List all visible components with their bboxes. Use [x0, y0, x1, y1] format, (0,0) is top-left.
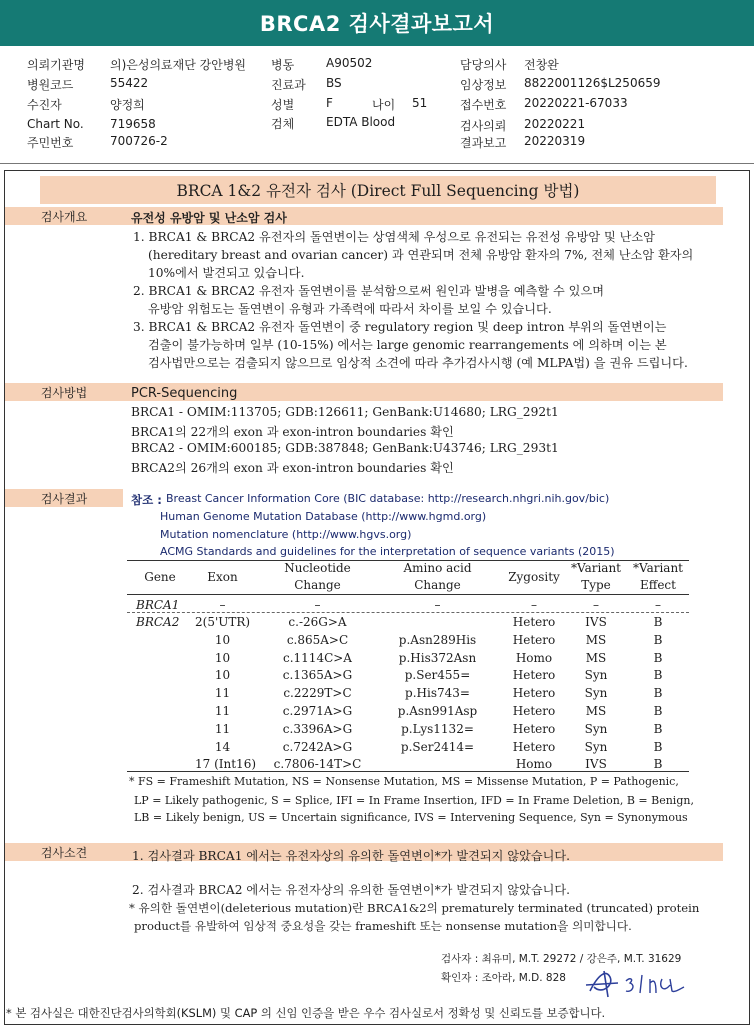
ref-hgmd: Human Genome Mutation Database (http://www.hgmd.org)	[160, 510, 487, 523]
col-variant-effect-1: *Variant	[633, 561, 683, 575]
label-physician: 담당의사	[460, 58, 507, 72]
cell-nucleotide: –	[314, 598, 321, 612]
cell-variant-type: MS	[585, 704, 607, 718]
refs-label: 참조 :	[131, 493, 162, 507]
col-exon: Exon	[207, 570, 238, 584]
cell-variant-effect: –	[655, 598, 661, 612]
label-patient: 수진자	[27, 98, 62, 112]
col-nucleotide: Nucleotide	[284, 561, 351, 575]
cell-amino-acid: p.His743=	[405, 686, 470, 701]
cell-zygosity: Hetero	[512, 686, 556, 701]
col-amino-acid: Amino acid	[403, 561, 472, 575]
cell-variant-effect: B	[653, 686, 663, 701]
overview-line-4: 2. BRCA1 & BRCA2 유전자 돌연변이를 분석함으로써 원인과 발병을 예측할 수 있으며	[133, 284, 604, 298]
label-sex: 성별	[271, 98, 295, 112]
cell-exon: 10	[214, 632, 231, 647]
test-title-band	[40, 176, 716, 204]
cell-zygosity: Hetero	[512, 721, 556, 736]
cell-variant-type: Syn	[584, 739, 608, 754]
cell-zygosity: Hetero	[512, 704, 556, 718]
cell-variant-type: IVS	[585, 757, 607, 772]
cell-variant-effect: B	[653, 757, 663, 772]
value-department: BS	[326, 76, 342, 90]
label-report-date: 결과보고	[460, 136, 507, 150]
overview-line-6: 3. BRCA1 & BRCA2 유전자 돌연변이 중 regulatory region 및 deep intron 부위의 돌연변이는	[133, 320, 667, 334]
cell-nucleotide: c.2229T>C	[283, 686, 352, 701]
value-clinical-info: 8822001126$L250659	[524, 76, 661, 90]
section-label-results: 검사결과	[5, 489, 123, 507]
table-header-rule	[127, 594, 689, 595]
cell-exon: 11	[214, 721, 231, 736]
cell-variant-effect: B	[653, 739, 663, 754]
cell-amino-acid: p.Lys1132=	[401, 721, 474, 736]
method-line-4: BRCA2 - OMIM:600185; GDB:387848; GenBank:U43746; LRG_293t1	[131, 441, 559, 455]
report-title-banner	[0, 0, 754, 46]
overview-line-3: 10%에서 발견되고 있습니다.	[148, 266, 305, 280]
findings-line-3: * 유의한 돌연변이(deleterious mutation)란 BRCA1&2의 prematurely terminated (truncated) protein	[129, 901, 700, 915]
overview-line-1: 1. BRCA1 & BRCA2 유전자의 돌연변이는 상염색체 우성으로 유전되는 유전성 유방암 및 난소암	[133, 230, 655, 244]
label-requesting-institution: 의뢰기관명	[27, 58, 85, 72]
table-bottom-rule	[127, 771, 689, 772]
label-hospital-code: 병원코드	[27, 78, 74, 92]
col-gene: Gene	[144, 570, 176, 584]
cell-exon: 11	[214, 686, 231, 701]
cell-zygosity: –	[531, 598, 537, 612]
cell-amino-acid: p.Asn289His	[398, 632, 477, 647]
cell-variant-effect: B	[653, 721, 663, 736]
cell-variant-effect: B	[653, 704, 663, 718]
cell-exon: 10	[214, 650, 231, 665]
label-chart-no: Chart No.	[27, 117, 84, 131]
col-variant-type-1: *Variant	[571, 561, 621, 575]
cell-variant-type: Syn	[584, 686, 608, 701]
cell-variant-effect: B	[653, 632, 663, 647]
overview-line-7: 검출이 불가능하며 일부 (10-15%) 에서는 large genomic rearrangements 에 의하며 이는 본	[148, 338, 667, 352]
header-divider	[0, 163, 754, 164]
col-amino-acid-change: Change	[414, 578, 461, 592]
label-age: 나이	[372, 98, 396, 112]
findings-line-1: 1. 검사결과 BRCA1 에서는 유전자상의 유의한 돌연변이*가 발견되지 않았습니다.	[132, 849, 571, 863]
cell-nucleotide: c.7806-14T>C	[273, 757, 362, 772]
cell-variant-type: Syn	[584, 721, 608, 736]
cell-nucleotide: c.7242A>G	[282, 739, 353, 754]
value-age: 51	[412, 96, 428, 110]
cell-zygosity: Hetero	[512, 739, 556, 754]
cell-exon: 10	[214, 668, 231, 683]
cell-gene: BRCA1	[136, 598, 180, 612]
report-title: BRCA2 검사결과보고서	[259, 12, 495, 36]
cell-amino-acid: p.Ser455=	[404, 668, 471, 683]
method-line-5: BRCA2의 26개의 exon 과 exon-intron boundaries 확인	[131, 461, 454, 475]
value-resident-no: 700726-2	[110, 134, 168, 148]
cell-amino-acid: –	[434, 598, 441, 612]
cell-variant-type: –	[593, 598, 599, 612]
value-specimen: EDTA Blood	[326, 115, 396, 129]
cell-exon: 11	[214, 704, 231, 718]
cell-variant-effect: B	[653, 615, 663, 629]
cell-variant-type: MS	[585, 632, 607, 647]
footnote-line-3: LB = Likely benign, US = Uncertain significance, IVS = Intervening Sequence, Syn = Synonymous	[134, 811, 688, 824]
findings-line-4: product를 유발하여 임상적 중요성을 갖는 frameshift 또는 nonsense mutation을 의미합니다.	[134, 919, 632, 933]
label-specimen: 검체	[271, 117, 295, 131]
overview-line-5: 유방암 위험도는 돌연변이 유형과 가족력에 따라서 차이를 보일 수 있습니다.	[148, 302, 552, 316]
cell-zygosity: Hetero	[512, 632, 556, 647]
examiner-signature: 검사자 : 최유미, M.T. 29272 / 강은주, M.T. 31629	[441, 953, 682, 965]
footer-accreditation: * 본 검사실은 대한진단검사의학회(KSLM) 및 CAP 의 신임 인증을 받은 우수 검사실로서 정확성 및 신뢰도를 보증합니다.	[6, 1006, 606, 1020]
cell-amino-acid: p.Asn991Asp	[397, 704, 478, 718]
section-label-overview: 검사개요	[5, 207, 123, 225]
cell-gene-brca2: BRCA2	[136, 615, 180, 629]
ref-bic: Breast Cancer Information Core (BIC database: http://research.nhgri.nih.gov/bic)	[166, 492, 610, 505]
col-nucleotide-change: Change	[294, 578, 341, 592]
cell-variant-type: MS	[585, 650, 607, 665]
cell-amino-acid: p.Ser2414=	[400, 739, 475, 754]
method-line-1: PCR-Sequencing	[131, 386, 238, 401]
label-clinical-info: 임상정보	[460, 78, 507, 92]
cell-variant-type: Syn	[584, 668, 608, 683]
value-receipt-no: 20220221-67033	[524, 96, 628, 110]
ref-hgvs: Mutation nomenclature (http://www.hgvs.org)	[160, 528, 412, 541]
cell-exon: 17 (Int16)	[195, 757, 257, 772]
col-zygosity: Zygosity	[508, 570, 560, 584]
verifier-signature: 확인자 : 조아라, M.D. 828	[441, 972, 566, 984]
cell-nucleotide: c.1114C>A	[283, 650, 352, 665]
cell-variant-effect: B	[653, 668, 663, 683]
test-title: BRCA 1&2 유전자 검사 (Direct Full Sequencing 방법)	[176, 182, 580, 200]
overview-line-8: 검사법만으로는 검출되지 않으므로 임상적 소견에 따라 추가검사시행 (예 MLPA법) 을 권유 드립니다.	[148, 356, 688, 370]
method-line-3: BRCA1의 22개의 exon 과 exon-intron boundaries 확인	[131, 425, 454, 439]
cell-exon: –	[219, 598, 226, 612]
overview-line-2: (hereditary breast and ovarian cancer) 과 연관되며 전체 유방암 환자의 7%, 전체 난소암 환자의	[148, 248, 694, 262]
cell-exon: 2(5'UTR)	[195, 615, 251, 629]
findings-line-2: 2. 검사결과 BRCA2 에서는 유전자상의 유의한 돌연변이*가 발견되지 않았습니다.	[132, 883, 571, 897]
cell-variant-effect: B	[653, 650, 663, 665]
label-resident-no: 주민번호	[27, 136, 74, 150]
footnote-line-2: LP = Likely pathogenic, S = Splice, IFI = In Frame Insertion, IFD = In Frame Deletion, B = Benign,	[134, 794, 694, 807]
cell-zygosity: Hetero	[512, 668, 556, 683]
value-requesting-institution: 의)은성의료재단 강안병원	[110, 58, 247, 72]
label-department: 진료과	[271, 78, 306, 92]
cell-zygosity: Homo	[515, 650, 553, 665]
cell-nucleotide: c.865A>C	[286, 632, 349, 647]
value-hospital-code: 55422	[110, 76, 149, 90]
cell-nucleotide: c.3396A>G	[282, 721, 353, 736]
ref-acmg: ACMG Standards and guidelines for the interpretation of sequence variants (2015)	[160, 545, 615, 558]
cell-nucleotide: c.1365A>G	[282, 668, 353, 683]
value-patient: 양정희	[110, 98, 145, 112]
cell-variant-type: IVS	[585, 615, 607, 629]
handwritten-signature-icon	[584, 965, 694, 1001]
label-receipt-no: 접수번호	[460, 98, 507, 112]
method-line-2: BRCA1 - OMIM:113705; GDB:126611; GenBank:U14680; LRG_292t1	[131, 405, 559, 419]
cell-nucleotide: c.-26G>A	[288, 615, 347, 629]
value-report-date: 20220319	[524, 134, 586, 148]
section-label-findings: 검사소견	[5, 843, 123, 861]
cell-amino-acid: p.His372Asn	[398, 650, 477, 665]
col-variant-type-2: Type	[581, 578, 611, 592]
value-physician: 전창완	[524, 58, 559, 72]
section-label-method: 검사방법	[5, 383, 123, 401]
overview-heading: 유전성 유방암 및 난소암 검사	[131, 211, 287, 225]
cell-exon: 14	[214, 739, 231, 754]
value-sex: F	[326, 96, 333, 110]
cell-zygosity: Hetero	[512, 615, 556, 629]
cell-nucleotide: c.2971A>G	[282, 704, 353, 718]
label-ward: 병동	[271, 58, 295, 72]
col-variant-effect-2: Effect	[640, 578, 676, 592]
cell-zygosity: Homo	[515, 757, 553, 772]
footnote-line-1: * FS = Frameshift Mutation, NS = Nonsense Mutation, MS = Missense Mutation, P = Pathogenic,	[129, 775, 679, 788]
table-brca1-rule	[127, 612, 689, 613]
value-chart-no: 719658	[110, 117, 156, 131]
label-request-date: 검사의뢰	[460, 119, 507, 133]
value-ward: A90502	[326, 56, 373, 70]
value-request-date: 20220221	[524, 117, 586, 131]
